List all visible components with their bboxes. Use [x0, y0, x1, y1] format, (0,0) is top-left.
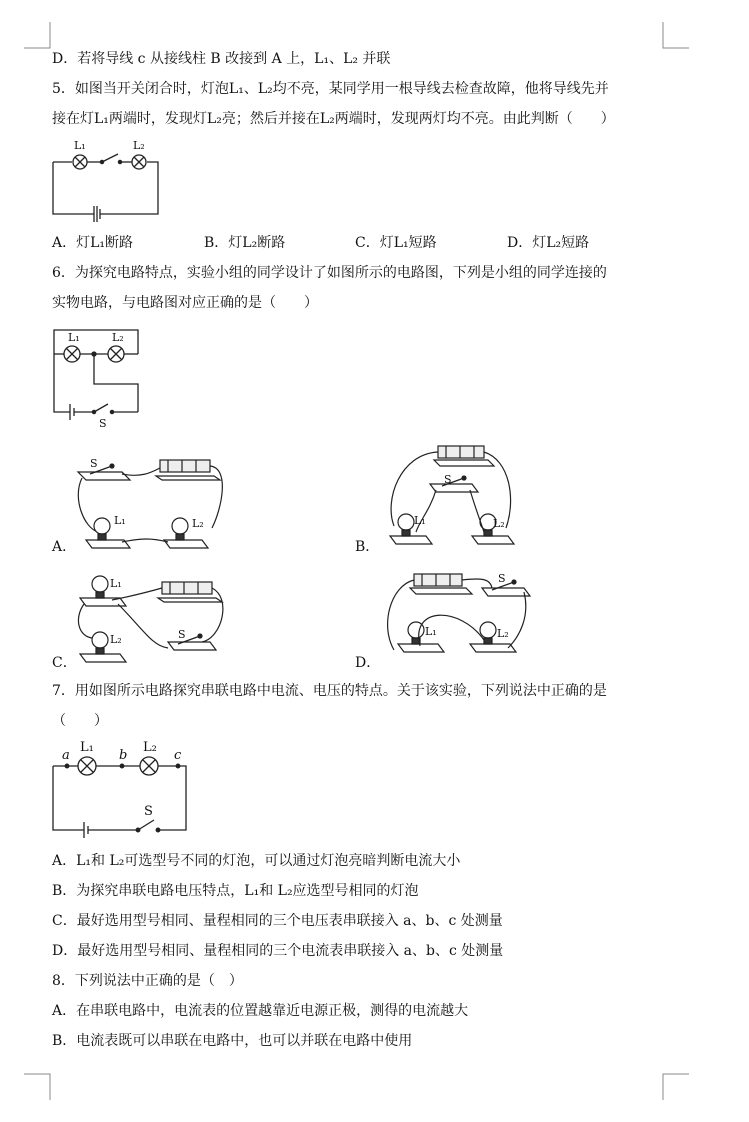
- q7-option-c[interactable]: C．最好选用型号相同、量程相同的三个电压表串联接入 a、b、c 处测量: [52, 913, 503, 929]
- q5-circuit-diagram: [50, 140, 180, 220]
- q6-d-label-l2: L₂: [497, 627, 509, 640]
- q5-label-l1: L₁: [74, 139, 86, 152]
- q7-option-d[interactable]: D．最好选用型号相同、量程相同的三个电流表串联接入 a、b、c 处测量: [52, 943, 504, 959]
- q6-b-label-l2: L₂: [493, 517, 505, 530]
- q6-label-s: S: [99, 417, 107, 430]
- q7-stem-line2: （ ）: [52, 713, 108, 729]
- q6-a-label-l2: L₂: [192, 517, 204, 530]
- q6-option-d-picture: [380, 566, 540, 666]
- q5-label-l2: L₂: [133, 139, 145, 152]
- q5-stem-line2: 接在灯L₁两端时，发现灯L₂亮；然后并接在L₂两端时，发现两灯均不亮。由此判断（ ）: [52, 111, 615, 127]
- q8-stem: 8．下列说法中正确的是（ ）: [52, 973, 243, 989]
- q7-label-s: S: [144, 804, 153, 819]
- q6-label-l1: L₁: [68, 331, 80, 344]
- q6-c-label-s: S: [178, 628, 186, 641]
- q6-c-label-l1: L₁: [110, 577, 122, 590]
- q6-a-label-l1: L₁: [114, 514, 126, 527]
- q6-option-b[interactable]: B．: [355, 539, 380, 555]
- q7-option-b[interactable]: B．为探究串联电路电压特点，L₁和 L₂应选型号相同的灯泡: [52, 883, 419, 899]
- q6-option-d[interactable]: D．: [355, 655, 381, 671]
- q8-option-a[interactable]: A．在串联电路中，电流表的位置越靠近电源正极，测得的电流越大: [52, 1003, 469, 1019]
- q6-b-label-l1: L₁: [414, 514, 426, 527]
- q7-label-b: b: [119, 748, 128, 763]
- q6-d-label-s: S: [498, 572, 506, 585]
- q6-c-label-l2: L₂: [110, 633, 122, 646]
- q7-option-a[interactable]: A．L₁和 L₂可选型号不同的灯泡，可以通过灯泡亮暗判断电流大小: [52, 853, 461, 869]
- q6-option-c-picture: [72, 568, 242, 668]
- q6-option-a[interactable]: A．: [52, 539, 77, 555]
- q5-option-a[interactable]: A．灯L₁断路: [52, 235, 134, 251]
- q5-option-d[interactable]: D．灯L₂短路: [507, 235, 590, 251]
- q5-stem-line1: 5．如图当开关闭合时，灯泡L₁、L₂均不亮，某同学用一根导线去检查故障，他将导线先并: [52, 81, 609, 97]
- q6-option-c[interactable]: C．: [52, 655, 77, 671]
- q6-stem-line1: 6．为探究电路特点，实验小组的同学设计了如图所示的电路图，下列是小组的同学连接的: [52, 265, 607, 281]
- q7-stem-line1: 7．用如图所示电路探究串联电路中电流、电压的特点。关于该实验，下列说法中正确的是: [52, 683, 607, 699]
- q7-label-a: a: [62, 748, 70, 763]
- q5-option-b[interactable]: B．灯L₂断路: [204, 235, 286, 251]
- q6-b-label-s: S: [444, 473, 452, 486]
- q4-option-d: D．若将导线 c 从接线柱 B 改接到 A 上，L₁、L₂ 并联: [52, 51, 391, 67]
- q8-option-b[interactable]: B．电流表既可以串联在电路中，也可以并联在电路中使用: [52, 1033, 413, 1049]
- q6-d-label-l1: L₁: [425, 625, 437, 638]
- q5-option-c[interactable]: C．灯L₁短路: [355, 235, 437, 251]
- q6-a-label-s: S: [90, 457, 98, 470]
- q7-label-l1: L₁: [80, 740, 94, 755]
- q6-option-b-picture: [380, 440, 530, 550]
- q7-label-c: c: [174, 748, 182, 763]
- q7-label-l2: L₂: [143, 740, 157, 755]
- q6-stem-line2: 实物电路，与电路图对应正确的是（ ）: [52, 295, 318, 311]
- q6-label-l2: L₂: [112, 331, 124, 344]
